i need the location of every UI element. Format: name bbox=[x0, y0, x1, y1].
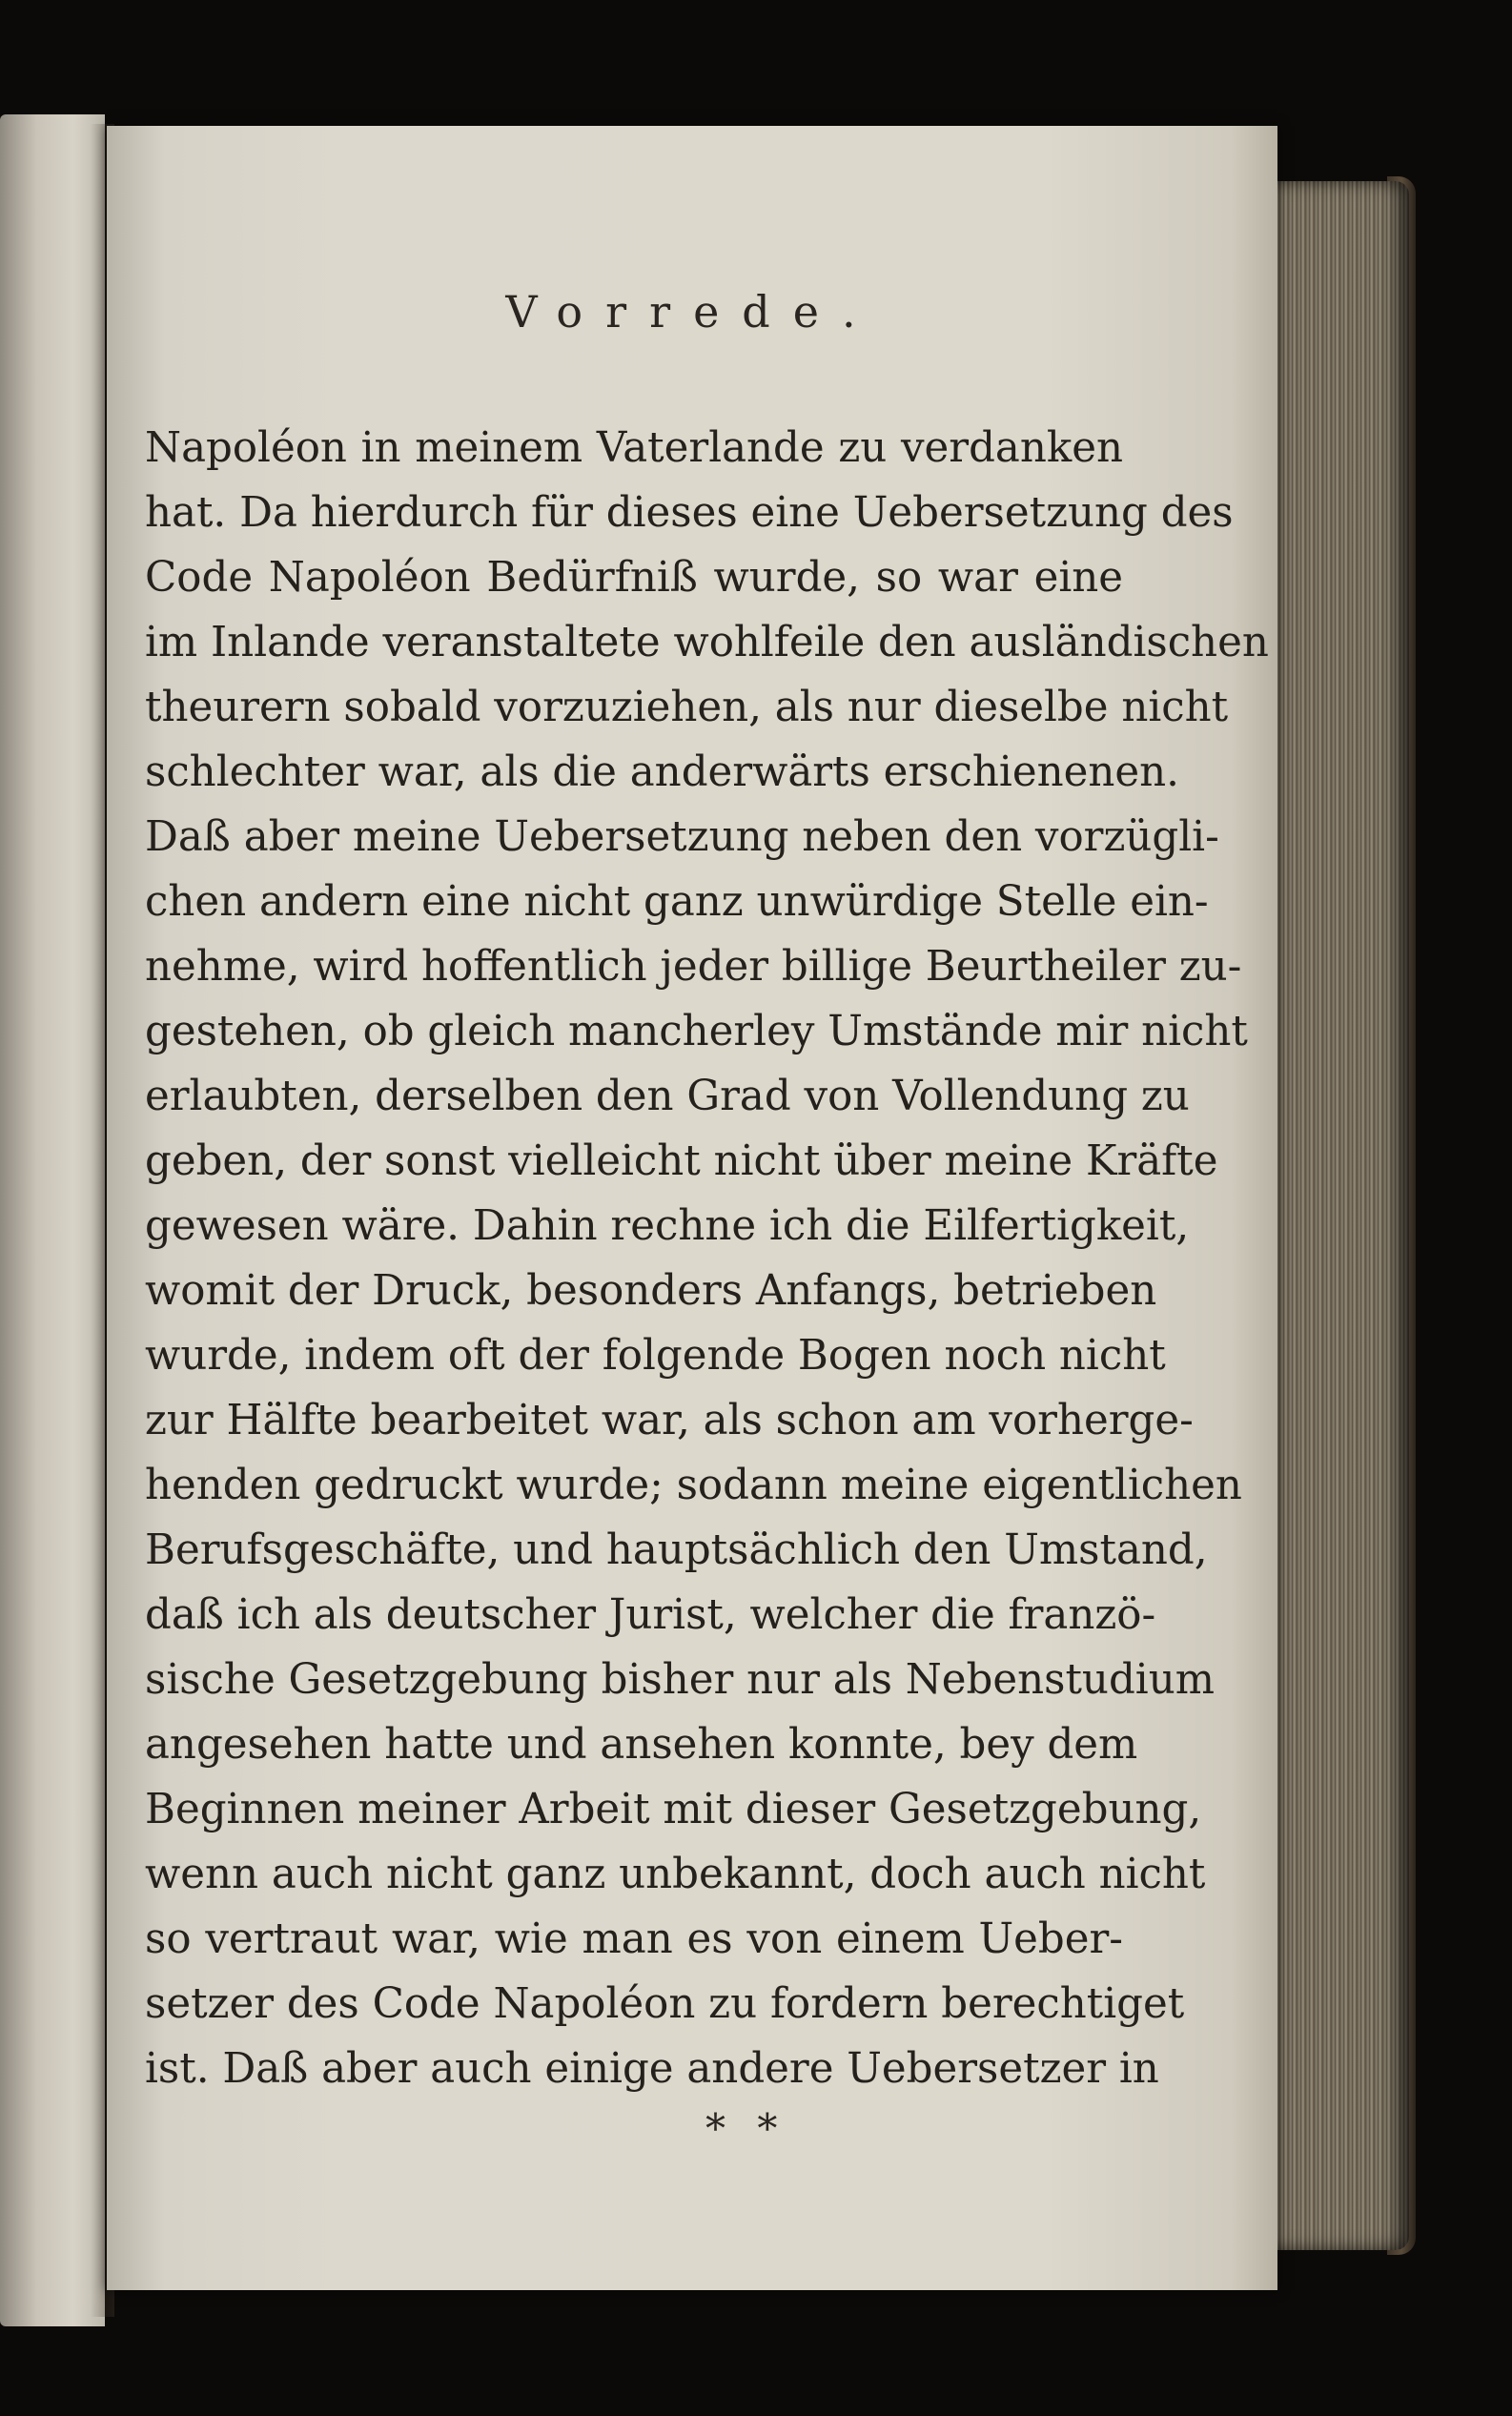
text-line: sische Gesetzgebung bisher nur als Nebenstudium bbox=[145, 1656, 1215, 1704]
text-line: womit der Druck, besonders Anfangs, betrieben bbox=[145, 1267, 1157, 1315]
text-line: angesehen hatte und ansehen konnte, bey dem bbox=[145, 1721, 1138, 1769]
text-line: setzer des Code Napoléon zu fordern berechtiget bbox=[145, 1980, 1185, 2028]
body-text bbox=[145, 416, 1269, 2101]
text-line: gestehen, ob gleich mancherley Umstände mir nicht bbox=[145, 1008, 1248, 1055]
text-line: Beginnen meiner Arbeit mit dieser Gesetzgebung, bbox=[145, 1786, 1202, 1833]
text-line: ist. Daß aber auch einige andere Uebersetzer in bbox=[145, 2045, 1159, 2093]
text-line: nehme, wird hoffentlich jeder billige Beurtheiler zu- bbox=[145, 943, 1242, 991]
text-line: wenn auch nicht ganz unbekannt, doch auch nicht bbox=[145, 1851, 1206, 1898]
text-line: Napoléon in meinem Vaterlande zu verdanken bbox=[145, 424, 1123, 472]
running-header: Vorrede. bbox=[505, 286, 879, 338]
text-line: theurern sobald vorzuziehen, als nur dieselbe nicht bbox=[145, 684, 1229, 731]
text-line: Daß aber meine Uebersetzung neben den vorzügli- bbox=[145, 813, 1219, 861]
fore-edge-pages bbox=[1276, 181, 1409, 2250]
text-line: chen andern eine nicht ganz unwürdige Stelle ein- bbox=[145, 878, 1209, 926]
signature-mark: * * bbox=[705, 2105, 787, 2152]
text-line: hat. Da hierdurch für dieses eine Uebersetzung des bbox=[145, 489, 1234, 537]
text-line: im Inlande veranstaltete wohlfeile den ausländischen bbox=[145, 619, 1269, 666]
text-line: gewesen wäre. Dahin rechne ich die Eilfertigkeit, bbox=[145, 1202, 1190, 1250]
text-line: schlechter war, als die anderwärts erschienenen. bbox=[145, 748, 1179, 796]
text-line: geben, der sonst vielleicht nicht über meine Kräfte bbox=[145, 1137, 1218, 1185]
text-line: zur Hälfte bearbeitet war, als schon am vorherge- bbox=[145, 1397, 1194, 1444]
text-line: Berufsgeschäfte, und hauptsächlich den Umstand, bbox=[145, 1526, 1208, 1574]
text-line: erlaubten, derselben den Grad von Vollendung zu bbox=[145, 1073, 1190, 1120]
text-line: daß ich als deutscher Jurist, welcher die franzö- bbox=[145, 1591, 1156, 1639]
text-line: Code Napoléon Bedürfniß wurde, so war eine bbox=[145, 554, 1123, 602]
text-line: henden gedruckt wurde; sodann meine eigentlichen bbox=[145, 1462, 1242, 1509]
text-line: wurde, indem oft der folgende Bogen noch nicht bbox=[145, 1332, 1166, 1380]
left-page-edge bbox=[0, 114, 105, 2326]
text-line: so vertraut war, wie man es von einem Ueber- bbox=[145, 1915, 1123, 1963]
